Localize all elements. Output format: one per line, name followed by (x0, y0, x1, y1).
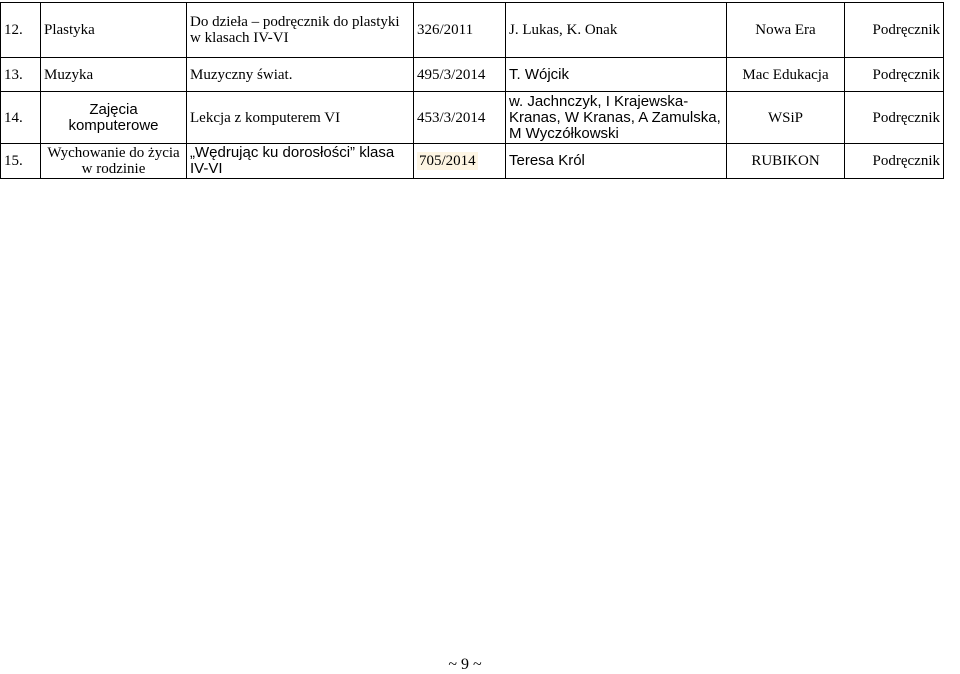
table-row (1, 3, 944, 58)
approval-number-cell: 453/3/2014 (414, 92, 506, 144)
publisher-cell: WSiP (727, 92, 845, 144)
row-number: 13. (1, 58, 41, 92)
subject-cell: Muzyka (41, 58, 187, 92)
type-cell: Podręcznik (845, 144, 944, 179)
publisher-cell: RUBIKON (727, 144, 845, 179)
approval-number-cell: 326/2011 (414, 3, 506, 58)
subject-cell: Plastyka (41, 3, 187, 58)
table-row (1, 144, 944, 179)
row-number: 12. (1, 3, 41, 58)
authors-cell: J. Lukas, K. Onak (506, 3, 727, 58)
approval-number-cell: 495/3/2014 (414, 58, 506, 92)
subject-cell: Zajęcia komputerowe (41, 92, 187, 144)
title-cell: Lekcja z komputerem VI (187, 92, 414, 144)
table-row (1, 58, 944, 92)
subject-cell: Wychowanie do życia w rodzinie (41, 144, 187, 179)
type-cell: Podręcznik (845, 58, 944, 92)
title-cell: Muzyczny świat. (187, 58, 414, 92)
authors-cell: T. Wójcik (506, 58, 727, 92)
textbook-table (0, 2, 944, 179)
approval-number-cell (414, 144, 506, 179)
title-cell: „Wędrując ku dorosłości” klasa IV-VI (187, 144, 414, 179)
row-number: 14. (1, 92, 41, 144)
publisher-cell: Nowa Era (727, 3, 845, 58)
row-number: 15. (1, 144, 41, 179)
authors-cell: Teresa Król (506, 144, 727, 179)
table-row (1, 92, 944, 144)
type-cell: Podręcznik (845, 3, 944, 58)
type-cell: Podręcznik (845, 92, 944, 144)
title-cell: Do dzieła – podręcznik do plastyki w klasach IV-VI (187, 3, 414, 58)
approval-number-highlight: 705/2014 (419, 153, 476, 169)
page-number: ~ 9 ~ (448, 656, 482, 673)
publisher-cell: Mac Edukacja (727, 58, 845, 92)
authors-cell: w. Jachnczyk, I Krajewska-Kranas, W Kranas, A Zamulska, M Wyczółkowski (506, 92, 727, 144)
